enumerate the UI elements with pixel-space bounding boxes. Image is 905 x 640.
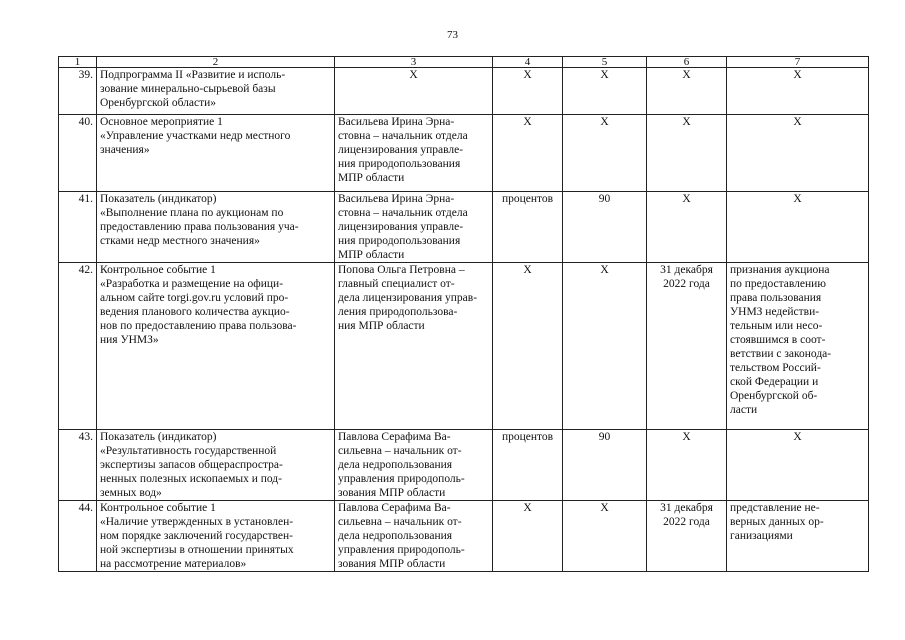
risk-description: X bbox=[727, 430, 869, 501]
row-number: 44. bbox=[59, 501, 97, 572]
column-number: 6 bbox=[647, 57, 727, 68]
unit-of-measure: процентов bbox=[493, 192, 563, 263]
unit-of-measure: X bbox=[493, 501, 563, 572]
responsible-person: X bbox=[335, 68, 493, 115]
table-row bbox=[59, 501, 869, 572]
unit-of-measure: X bbox=[493, 263, 563, 430]
unit-of-measure: процентов bbox=[493, 430, 563, 501]
risk-description: представление не- верных данных ор- ганизациями bbox=[727, 501, 869, 572]
risk-description: X bbox=[727, 68, 869, 115]
target-value: X bbox=[563, 115, 647, 192]
risk-description: X bbox=[727, 115, 869, 192]
risk-description: признания аукциона по предоставлению права пользования УНМЗ недействи- тельным или несо- стоявшимся в соот- ветствии с законода- тельством Россий- ской Федерации и Оренбургской об- ласти bbox=[727, 263, 869, 430]
responsible-person: Павлова Серафима Ва- сильевна – начальник от- дела недропользования управления природополь- зования МПР области bbox=[335, 501, 493, 572]
row-number: 41. bbox=[59, 192, 97, 263]
table-row bbox=[59, 68, 869, 115]
column-number: 2 bbox=[97, 57, 335, 68]
risk-description: X bbox=[727, 192, 869, 263]
column-number: 4 bbox=[493, 57, 563, 68]
column-number: 3 bbox=[335, 57, 493, 68]
unit-of-measure: X bbox=[493, 68, 563, 115]
deadline: X bbox=[647, 68, 727, 115]
deadline: X bbox=[647, 430, 727, 501]
column-number: 5 bbox=[563, 57, 647, 68]
table-row bbox=[59, 115, 869, 192]
item-name: Основное мероприятие 1 «Управление участками недр местного значения» bbox=[97, 115, 335, 192]
row-number: 39. bbox=[59, 68, 97, 115]
deadline: X bbox=[647, 115, 727, 192]
row-number: 42. bbox=[59, 263, 97, 430]
deadline: X bbox=[647, 192, 727, 263]
deadline: 31 декабря 2022 года bbox=[647, 501, 727, 572]
column-number: 1 bbox=[59, 57, 97, 68]
column-number-row bbox=[59, 57, 869, 68]
item-name: Показатель (индикатор) «Выполнение плана по аукционам по предоставлению права пользования уча- стками недр местного значения» bbox=[97, 192, 335, 263]
table-row bbox=[59, 430, 869, 501]
row-number: 43. bbox=[59, 430, 97, 501]
row-number: 40. bbox=[59, 115, 97, 192]
item-name: Контрольное событие 1 «Наличие утвержденных в установлен- ном порядке заключений государствен- ной экспертизы в отношении принятых на рассмотрение материалов» bbox=[97, 501, 335, 572]
program-table bbox=[58, 56, 869, 572]
page-number: 73 bbox=[447, 29, 458, 41]
responsible-person: Васильева Ирина Эрна- стовна – начальник отдела лицензирования управле- ния природопользования МПР области bbox=[335, 115, 493, 192]
item-name: Контрольное событие 1 «Разработка и размещение на офици- альном сайте torgi.gov.ru условий про- ведения планового количества аукцио- нов по предоставлению права пользова- ния УНМЗ» bbox=[97, 263, 335, 430]
target-value: 90 bbox=[563, 430, 647, 501]
unit-of-measure: X bbox=[493, 115, 563, 192]
responsible-person: Павлова Серафима Ва- сильевна – начальник от- дела недропользования управления природополь- зования МПР области bbox=[335, 430, 493, 501]
responsible-person: Попова Ольга Петровна – главный специалист от- дела лицензирования управ- ления природопользова- ния МПР области bbox=[335, 263, 493, 430]
item-name: Подпрограмма II «Развитие и исполь- зование минерально-сырьевой базы Оренбургской области» bbox=[97, 68, 335, 115]
column-number: 7 bbox=[727, 57, 869, 68]
target-value: X bbox=[563, 263, 647, 430]
responsible-person: Васильева Ирина Эрна- стовна – начальник отдела лицензирования управле- ния природопользования МПР области bbox=[335, 192, 493, 263]
deadline: 31 декабря 2022 года bbox=[647, 263, 727, 430]
target-value: 90 bbox=[563, 192, 647, 263]
table-row bbox=[59, 192, 869, 263]
table-row bbox=[59, 263, 869, 430]
target-value: X bbox=[563, 501, 647, 572]
target-value: X bbox=[563, 68, 647, 115]
item-name: Показатель (индикатор) «Результативность государственной экспертизы запасов общераспростра- ненных полезных ископаемых и под- земных вод» bbox=[97, 430, 335, 501]
